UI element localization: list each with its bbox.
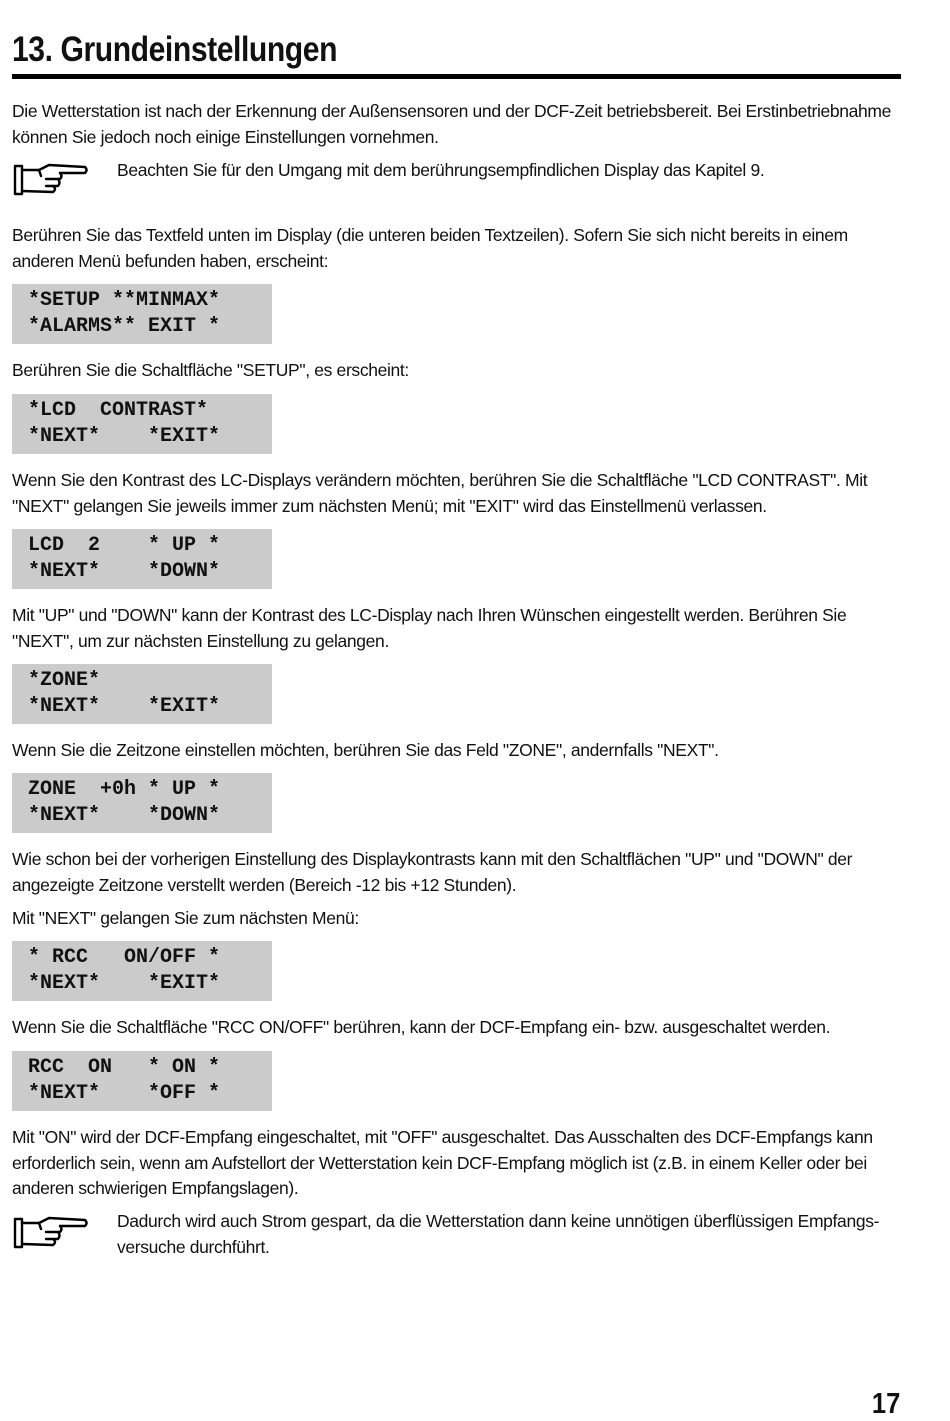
- lcd-screen-rcc-menu: [12, 941, 272, 1001]
- rcc-on-off-paragraph: Mit "ON" wird der DCF-Empfang eingeschaltet, mit "OFF" ausgeschaltet. Das Ausschalten des DCF-Empfangs kann erforderlich sein, wenn am Aufstellort der Wetterstation kein DCF-Empfang möglich ist (z.B. in einem Keller oder bei anderen schwierigen Empfangslagen).: [12, 1127, 873, 1198]
- rcc-paragraph: Wenn Sie die Schaltfläche "RCC ON/OFF" berühren, kann der DCF-Empfang ein- bzw. ausgeschaltet werden.: [12, 1017, 831, 1037]
- lcd-line: *NEXT* *DOWN*: [28, 560, 221, 583]
- lcd-screen-main-menu: [12, 284, 272, 344]
- page-title: 13. Grundeinstellungen: [12, 30, 338, 69]
- lcd-line: *SETUP **MINMAX*: [28, 289, 221, 312]
- lcd-screen-zone-menu: [12, 664, 272, 724]
- lcd-line: *NEXT* *EXIT*: [28, 972, 221, 995]
- note-power-saving: Dadurch wird auch Strom gespart, da die Wetterstation dann keine unnötigen überflüssigen Empfangs-versuche durchführt.: [117, 1211, 880, 1257]
- lcd-screen-contrast: [12, 529, 272, 589]
- next-menu-paragraph: Mit "NEXT" gelangen Sie zum nächsten Menü:: [12, 908, 359, 928]
- lcd-line: *NEXT* *EXIT*: [28, 425, 221, 448]
- lcd-screen-rcc-on-off: [12, 1051, 272, 1111]
- setup-paragraph: Berühren Sie die Schaltfläche "SETUP", es erscheint:: [12, 360, 409, 380]
- lcd-screen-setup-menu: [12, 394, 272, 454]
- page-number: 17: [871, 1388, 900, 1420]
- pointing-hand-icon: [13, 162, 89, 198]
- lcd-line: *NEXT* *OFF *: [28, 1082, 221, 1105]
- title-rule: [12, 74, 901, 79]
- note-display-handling: Beachten Sie für den Umgang mit dem berührungsempfindlichen Display das Kapitel 9.: [117, 160, 765, 180]
- lcd-line: *NEXT* *EXIT*: [28, 695, 221, 718]
- lcd-line: ZONE +0h * UP *: [28, 778, 221, 801]
- lcd-line: RCC ON * ON *: [28, 1056, 221, 1079]
- lcd-line: *LCD CONTRAST*: [28, 399, 209, 422]
- zone-adjust-paragraph: Wie schon bei der vorherigen Einstellung des Displaykontrasts kann mit den Schaltflächen "UP" und "DOWN" der angezeigte Zeitzone verstellt werden (Bereich -12 bis +12 Stunden).: [12, 849, 853, 895]
- contrast-paragraph: Wenn Sie den Kontrast des LC-Displays verändern möchten, berühren Sie die Schaltfläche "LCD CONTRAST". Mit "NEXT" gelangen Sie jeweils immer zum nächsten Menü; mit "EXIT" wird das Einstellmenü verlassen.: [12, 470, 868, 516]
- lcd-line: *NEXT* *DOWN*: [28, 804, 221, 827]
- touch-field-paragraph: Berühren Sie das Textfeld unten im Display (die unteren beiden Textzeilen). Sofern Sie sich nicht bereits in einem anderen Menü befunden haben, erscheint:: [12, 225, 848, 271]
- lcd-line: * RCC ON/OFF *: [28, 946, 221, 969]
- pointing-hand-icon: [13, 1215, 89, 1251]
- zone-paragraph: Wenn Sie die Zeitzone einstellen möchten, berühren Sie das Feld "ZONE", andernfalls "NEXT".: [12, 740, 719, 760]
- lcd-line: LCD 2 * UP *: [28, 534, 221, 557]
- lcd-line: *ZONE*: [28, 669, 101, 692]
- intro-paragraph: Die Wetterstation ist nach der Erkennung der Außensensoren und der DCF-Zeit betriebsbereit. Bei Erstinbetriebnahme können Sie jedoch noch einige Einstellungen vornehmen.: [12, 101, 892, 147]
- lcd-line: *ALARMS** EXIT *: [28, 315, 221, 338]
- up-down-paragraph: Mit "UP" und "DOWN" kann der Kontrast des LC-Display nach Ihren Wünschen eingestellt werden. Berühren Sie "NEXT", um zur nächsten Einstellung zu gelangen.: [12, 605, 847, 651]
- lcd-screen-zone-adjust: [12, 773, 272, 833]
